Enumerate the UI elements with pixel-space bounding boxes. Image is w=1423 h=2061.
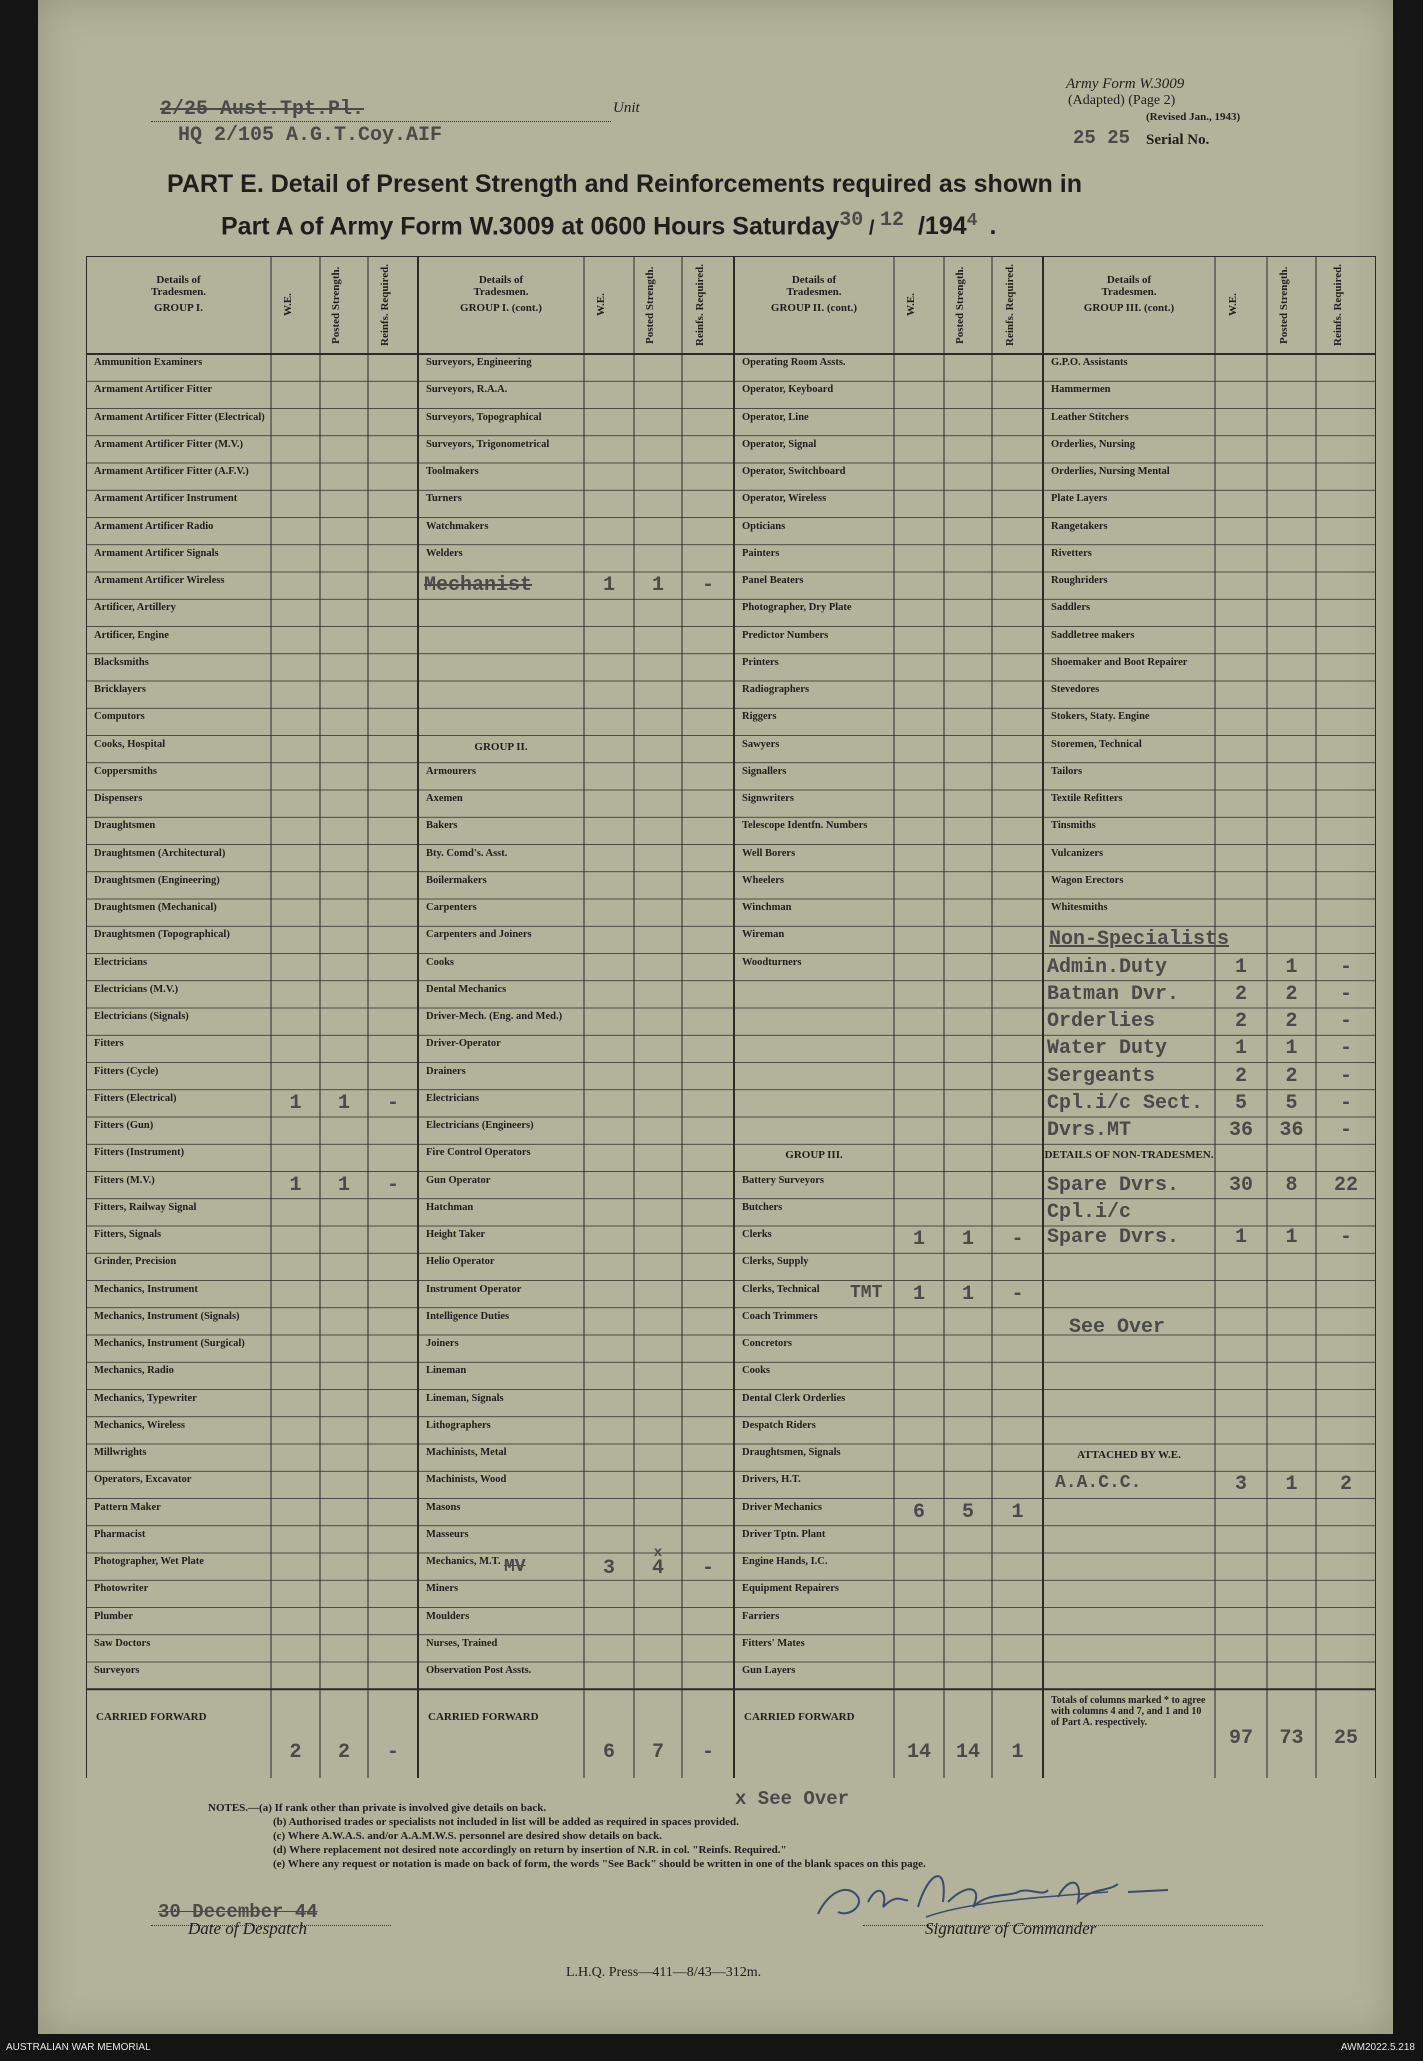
row-label: Electricians (M.V.) [94,983,179,995]
aacc-reinf: 2 [1339,1473,1352,1497]
row-label: Ammunition Examiners [94,357,203,368]
spare-dvrs2-posted: 1 [1285,1226,1298,1249]
non-specialist-reinf: - [1339,1037,1352,1061]
row-label: Lineman [426,1365,467,1377]
fitters-mv-reinf: - [386,1173,399,1197]
group-heading: GROUP I. (cont.) [460,302,542,315]
row-label: Textile Refitters [1051,793,1123,804]
archive-id: AWM2022.5.218 [1340,2042,1415,2053]
row-label: Machinists, Metal [426,1447,507,1458]
carried-forward-posted: 7 [651,1741,664,1765]
row-label: Panel Beaters [742,575,804,586]
row-label: Cooks [426,956,455,968]
strength-table [86,256,1376,1778]
carried-forward-label: CARRIED FORWARD [744,1711,855,1724]
clerks-posted: 1 [961,1228,974,1251]
driver-mechanics-posted: 5 [961,1500,974,1524]
row-label: Dental Clerk Orderlies [742,1392,846,1404]
totals-note: Totals of columns marked * to agree with columns 4 and 7, and 1 and 10 of Part A. respectively. [1051,1695,1206,1729]
row-label: Clerks, Supply [742,1256,809,1268]
carried-forward-label: CARRIED FORWARD [96,1711,207,1724]
carried-forward-reinf: 1 [1011,1741,1024,1765]
row-label: Storemen, Technical [1051,738,1142,750]
row-label: Wagon Erectors [1051,874,1124,886]
non-specialist-reinf: - [1339,1010,1352,1033]
row-label: Height Taker [426,1229,486,1240]
spare-dvrs2-reinf: - [1339,1226,1352,1249]
row-label: Mechanics, Radio [94,1365,174,1377]
row-label: Armament Artificer Fitter [94,384,213,396]
totals-posted: 73 [1279,1727,1304,1751]
row-label: Sawyers [742,738,780,750]
row-label: Photowriter [94,1583,149,1595]
row-label: Riggers [742,711,777,723]
row-label: Winchman [742,902,792,913]
form-sheet [38,0,1393,2034]
row-label: Blacksmiths [94,656,149,668]
row-label: Computors [94,711,145,723]
row-label: Orderlies, Nursing [1051,438,1135,450]
row-label: Shoemaker and Boot Repairer [1051,656,1188,668]
row-label: Electricians [94,956,148,968]
row-label: Helio Operator [426,1256,495,1268]
totals-reinf: 25 [1333,1727,1358,1751]
column-header-reinf: Reinfs. Required. [1332,264,1344,346]
row-label: Fitters' Mates [742,1637,805,1649]
date-day: 30 [839,209,864,232]
row-label: Mechanics, M.T. [426,1556,501,1567]
row-label: Draughtsmen [94,820,156,832]
row-label: Bty. Comd's. Asst. [426,847,508,859]
non-specialist-we: 2 [1234,982,1247,1006]
mechanics-mt-reinf: - [701,1557,714,1580]
row-label: Armament Artificer Fitter (Electrical) [94,411,265,423]
row-label: Electricians (Signals) [94,1011,189,1022]
row-label: Orderlies, Nursing Mental [1051,466,1170,477]
row-label: Mechanics, Typewriter [94,1392,197,1404]
row-label: Masons [426,1501,461,1513]
row-label: Radiographers [742,684,810,695]
row-label: Draughtsmen (Architectural) [94,847,226,859]
row-label: G.P.O. Assistants [1051,357,1128,368]
serial-label: Serial No. [1146,132,1210,148]
cpl-ic-label: Cpl.i/c [1047,1200,1132,1224]
notes-block [208,1801,926,1871]
non-specialist-label: Orderlies [1047,1010,1156,1033]
row-label: Coach Trimmers [742,1310,818,1322]
non-specialist-posted: 2 [1285,982,1298,1006]
spare-dvrs-we: 30 [1228,1173,1253,1197]
row-label: Boilermakers [426,874,487,886]
row-label: Drivers, H.T. [742,1474,801,1486]
row-label: Despatch Riders [742,1419,816,1431]
row-label: Joiners [426,1338,459,1349]
column-header-details [734,274,894,314]
non-specialist-label: Cpl.i/c Sect. [1047,1091,1204,1115]
unit-struck: 2/25 Aust.Tpt.Pl. [160,98,365,121]
row-label: Saddlers [1051,602,1091,614]
row-label: Driver Tptn. Plant [742,1528,826,1540]
row-label: Electricians [426,1092,480,1104]
mechanist-posted: 1 [651,574,664,597]
row-label: Operator, Keyboard [742,384,834,396]
details-heading: Details of Tradesmen. [150,274,207,299]
carried-forward-reinf: - [386,1741,399,1765]
row-label: Dispensers [94,793,143,804]
form-title: Army Form W.3009 [1066,76,1185,92]
non-specialist-we: 1 [1234,1037,1247,1061]
row-label: Predictor Numbers [742,629,829,641]
non-specialist-reinf: - [1339,955,1352,979]
spare-dvrs-reinf: 22 [1333,1173,1358,1197]
row-label: Wheelers [742,874,784,886]
row-label: Rivetters [1051,547,1092,559]
aacc-we: 3 [1234,1473,1247,1497]
row-label: Driver-Mech. (Eng. and Med.) [426,1011,563,1022]
row-label: Vulcanizers [1051,847,1104,859]
column-header-we: W.E. [595,293,607,317]
row-label: Surveyors, R.A.A. [426,384,508,396]
driver-mechanics-reinf: 1 [1011,1500,1024,1524]
non-specialist-posted: 2 [1285,1010,1298,1033]
row-label: Surveyors, Engineering [426,357,532,368]
spare-dvrs2-we: 1 [1234,1226,1247,1249]
non-specialist-we: 5 [1234,1091,1247,1115]
fitters-mv-posted: 1 [337,1173,350,1197]
carried-forward-posted: 14 [955,1741,980,1765]
row-label: Armament Artificer Signals [94,547,219,559]
column-header-details [86,274,271,314]
non-specialists-title: Non-Specialists [1049,928,1230,952]
row-label: Surveyors, Topographical [426,411,542,423]
note-a: NOTES.—(a) If rank other than private is involved give details on back. [208,1802,547,1814]
row-label: Fitters (Cycle) [94,1065,159,1077]
row-label: Signallers [742,765,787,777]
row-label: Drainers [426,1065,466,1077]
row-label: Machinists, Wood [426,1474,507,1486]
row-label: Gun Layers [742,1665,796,1676]
column-header-we: W.E. [281,293,294,317]
row-label: Dental Mechanics [426,983,507,995]
non-specialist-reinf: - [1339,1064,1352,1088]
row-label: Cooks [742,1365,771,1377]
row-label: Fitters (M.V.) [94,1174,155,1186]
non-specialist-we: 1 [1234,955,1247,979]
row-label: Gun Operator [426,1174,491,1186]
row-label: Armament Artificer Radio [94,520,214,532]
row-label: Carpenters and Joiners [426,929,532,941]
row-label: Fitters [94,1038,124,1050]
row-label: Clerks, Technical [742,1283,820,1295]
press-mark: L.H.Q. Press—411—8/43—312m. [566,1965,762,1980]
date-year: 4 [966,211,978,231]
row-label: Roughriders [1051,575,1108,586]
non-specialist-label: Batman Dvr. [1047,982,1180,1006]
clerks-technical-posted: 1 [961,1282,974,1306]
row-label: Operator, Line [742,411,809,423]
carried-forward-label: CARRIED FORWARD [428,1711,539,1724]
column-header-reinf: Reinfs. Required. [1003,264,1016,346]
row-label: Butchers [742,1201,783,1213]
row-label: Draughtsmen, Signals [742,1447,841,1458]
group-heading: GROUP II. (cont.) [770,302,858,315]
group-heading: GROUP III. (cont.) [1083,302,1175,315]
row-label: Turners [426,493,462,505]
row-label: Lithographers [426,1419,491,1431]
details-heading: Details of Tradesmen. [473,274,529,299]
date-month: 12 [879,209,904,232]
non-specialist-we: 36 [1228,1119,1253,1142]
clerks-we: 1 [912,1228,925,1251]
archive-name: AUSTRALIAN WAR MEMORIAL [6,2042,151,2053]
row-label: Tailors [1051,765,1083,777]
row-label: Fitters, Railway Signal [94,1201,197,1213]
row-label: GROUP III. [785,1149,843,1162]
row-label: Draughtsmen (Engineering) [94,874,220,886]
column-header-reinf: Reinfs. Required. [694,264,706,346]
mechanics-mt-we: 3 [602,1557,615,1580]
non-specialist-label: Sergeants [1047,1064,1156,1088]
clerks-technical-label: TMT [850,1282,883,1303]
row-label: Artificer, Engine [94,629,169,641]
row-label: Artificer, Artillery [94,602,176,614]
non-specialist-reinf: - [1339,1119,1352,1142]
see-over-label: See Over [1069,1315,1166,1339]
row-label: Armament Artificer Instrument [94,493,238,505]
row-label: Masseurs [426,1528,469,1540]
row-label: Photographer, Wet Plate [94,1556,204,1567]
non-specialist-we: 2 [1234,1064,1247,1088]
non-specialist-label: Water Duty [1047,1037,1168,1061]
totals-we: 97 [1228,1727,1253,1751]
mechanist-reinf: - [701,574,714,597]
column-header-posted: Posted Strength. [1277,266,1290,344]
unit-dotted-line [151,121,611,122]
column-header-posted: Posted Strength. [330,266,342,344]
note-b: (b) Authorised trades or specialists not included in list will be added as required in spaces provided. [273,1816,739,1828]
column-header-details [418,274,584,314]
row-label: Fitters (Gun) [94,1120,154,1131]
row-label: Equipment Repairers [742,1583,839,1595]
row-label: Leather Stitchers [1051,411,1129,423]
row-label: Millwrights [94,1447,147,1458]
row-label: Well Borers [742,847,796,859]
row-label: Mechanics, Wireless [94,1419,185,1431]
row-label: Surveyors [94,1665,140,1676]
row-label: Draughtsmen (Topographical) [94,929,230,941]
row-label: Operator, Signal [742,438,817,450]
row-label: Saw Doctors [94,1637,151,1649]
carried-forward-posted: 2 [337,1741,350,1765]
carried-forward-we: 2 [289,1741,302,1765]
row-label: Carpenters [426,902,477,913]
mechanist-we: 1 [602,574,615,597]
row-label: Nurses, Trained [426,1637,498,1649]
column-header-we: W.E. [1227,293,1239,317]
row-label: Electricians (Engineers) [426,1120,534,1131]
non-specialist-label: Dvrs.MT [1047,1119,1132,1142]
clerks-technical-we: 1 [912,1282,925,1306]
row-label: Mechanics, Instrument [94,1283,198,1295]
row-label: Bricklayers [94,684,146,695]
row-label: Hatchman [426,1201,474,1213]
row-label: Operators, Excavator [94,1474,192,1486]
driver-mechanics-we: 6 [912,1500,925,1524]
spare-dvrs-label: Spare Dvrs. [1047,1173,1180,1197]
row-label: Hammermen [1051,384,1111,396]
non-specialist-posted: 36 [1279,1119,1304,1142]
row-label: Plumber [94,1610,134,1622]
row-label: Fire Control Operators [426,1147,531,1159]
row-label: Operating Room Assts. [742,357,846,368]
row-label: Driver-Operator [426,1038,501,1050]
despatch-label: Date of Despatch [188,1919,307,1938]
row-label: Woodturners [742,956,802,968]
column-header-posted: Posted Strength. [954,266,966,344]
non-specialist-posted: 1 [1285,1037,1298,1061]
row-label: Axemen [426,793,463,804]
non-specialist-we: 2 [1234,1010,1247,1033]
row-label: Mechanics, Instrument (Signals) [94,1310,240,1322]
row-label: Moulders [426,1610,470,1622]
row-label: Tinsmiths [1051,820,1096,832]
column-header-we: W.E. [905,293,917,317]
non-specialist-label: Admin.Duty [1047,955,1168,979]
row-label: Painters [742,547,780,559]
non-specialist-posted: 1 [1285,955,1298,979]
fitters-electrical-we: 1 [289,1091,302,1115]
row-label: Observation Post Assts. [426,1665,532,1676]
row-label: Operator, Switchboard [742,466,846,477]
row-label: Pattern Maker [94,1501,161,1513]
row-label: Armament Artificer Wireless [94,575,225,586]
non-specialist-posted: 2 [1285,1064,1298,1088]
column-header-posted: Posted Strength. [644,266,656,344]
serial-value: 25 25 [1073,127,1131,149]
archive-footer [0,2034,1423,2061]
row-label: Pharmacist [94,1528,146,1540]
row-label: Opticians [742,520,786,532]
group-heading: GROUP I. [154,302,203,315]
row-label: Farriers [742,1610,780,1622]
page-title-line1: PART E. Detail of Present Strength and Reinforcements required as shown in [167,170,1082,198]
row-label: Wireman [742,929,785,941]
row-label: Lineman, Signals [426,1392,504,1404]
carried-forward-we: 6 [602,1741,615,1765]
spare-dvrs2-label: Spare Dvrs. [1047,1226,1180,1249]
row-label: Fitters (Electrical) [94,1092,177,1104]
mechanics-mt-mark: x [653,1545,663,1561]
spare-dvrs-posted: 8 [1285,1173,1298,1197]
row-label: Armament Artificer Fitter (M.V.) [94,438,243,450]
row-label: Draughtsmen (Mechanical) [94,902,217,913]
unit-label: Unit [613,100,640,116]
aacc-posted: 1 [1285,1473,1298,1497]
row-label: Photographer, Dry Plate [742,602,852,614]
note-d: (d) Where replacement not desired note accordingly on return by insertion of N.R. in col. "Reinfs. Required." [273,1844,787,1856]
non-specialist-posted: 5 [1285,1091,1298,1115]
row-label: Bakers [426,820,458,832]
mechanics-mt-label: MV [504,1557,526,1577]
mechanics-mt-posted: 4 [651,1557,664,1580]
row-label: Welders [426,547,463,559]
row-label: Instrument Operator [426,1283,522,1295]
clerks-technical-reinf: - [1011,1282,1024,1306]
carried-forward-we: 14 [906,1741,931,1765]
row-label: Rangetakers [1051,520,1108,532]
row-label: Signwriters [742,793,794,804]
fitters-electrical-reinf: - [386,1091,399,1115]
row-label: Battery Surveyors [742,1174,824,1186]
row-label: Miners [426,1583,459,1595]
row-label: Stevedores [1051,684,1100,695]
row-label: Armament Artificer Fitter (A.F.V.) [94,466,249,477]
row-label: Whitesmiths [1051,902,1108,913]
column-header-reinf: Reinfs. Required. [379,264,391,346]
row-label: Intelligence Duties [426,1310,510,1322]
page-title-line2: Part A of Army Form W.3009 at 0600 Hours Saturday$^{30}$ / $^{12}$ $/194^4$ . [221,209,997,241]
despatch-date: 30 December 44 [158,1901,318,1923]
row-label: Saddletree makers [1051,629,1135,641]
row-label: DETAILS OF NON-TRADESMEN. [1044,1149,1214,1162]
row-label: Coppersmiths [94,765,158,777]
row-label: Concretors [742,1338,792,1349]
column-header-details [1043,274,1215,314]
unit-typed: HQ 2/105 A.G.T.Coy.AIF [178,124,443,147]
commander-label: Signature of Commander [925,1919,1097,1938]
row-label: Driver Mechanics [742,1501,822,1513]
mechanist-label: Mechanist [424,574,533,597]
form-revised: (Revised Jan., 1943) [1146,111,1241,123]
row-label: Printers [742,656,779,668]
carried-forward-reinf: - [701,1741,714,1765]
row-label: ATTACHED BY W.E. [1077,1449,1181,1461]
row-label: Operator, Wireless [742,493,827,505]
form-adapted: (Adapted) (Page 2) [1068,93,1176,108]
row-label: GROUP II. [474,740,528,753]
row-label: Armourers [426,765,476,777]
row-label: Toolmakers [426,466,479,477]
non-specialist-reinf: - [1339,982,1352,1006]
row-label: Watchmakers [426,520,489,532]
aacc-label: A.A.C.C. [1055,1473,1142,1494]
note-c: (c) Where A.W.A.S. and/or A.A.M.W.S. personnel are desired show details on back. [273,1830,663,1842]
notes-see-over: x See Over [735,1788,850,1810]
row-label: Grinder, Precision [94,1256,177,1268]
note-e: (e) Where any request or notation is made on back of form, the words "See Back" should be written in one of the blank spaces on this page. [273,1858,926,1870]
row-label: Fitters, Signals [94,1229,162,1240]
fitters-mv-we: 1 [289,1173,302,1197]
clerks-reinf: - [1011,1228,1024,1251]
row-label: Mechanics, Instrument (Surgical) [94,1338,245,1349]
row-label: Plate Layers [1051,493,1108,505]
non-specialist-reinf: - [1339,1091,1352,1115]
row-label: Surveyors, Trigonometrical [426,438,550,450]
row-label: Telescope Identfn. Numbers [742,820,868,832]
row-label: Engine Hands, I.C. [742,1556,828,1567]
details-heading: Details of Tradesmen. [1101,274,1157,299]
row-label: Fitters (Instrument) [94,1147,185,1159]
fitters-electrical-posted: 1 [337,1091,350,1115]
details-heading: Details of Tradesmen. [786,274,842,299]
row-label: Cooks, Hospital [94,738,166,750]
row-label: Stokers, Staty. Engine [1051,711,1150,723]
row-label: Clerks [742,1229,772,1240]
